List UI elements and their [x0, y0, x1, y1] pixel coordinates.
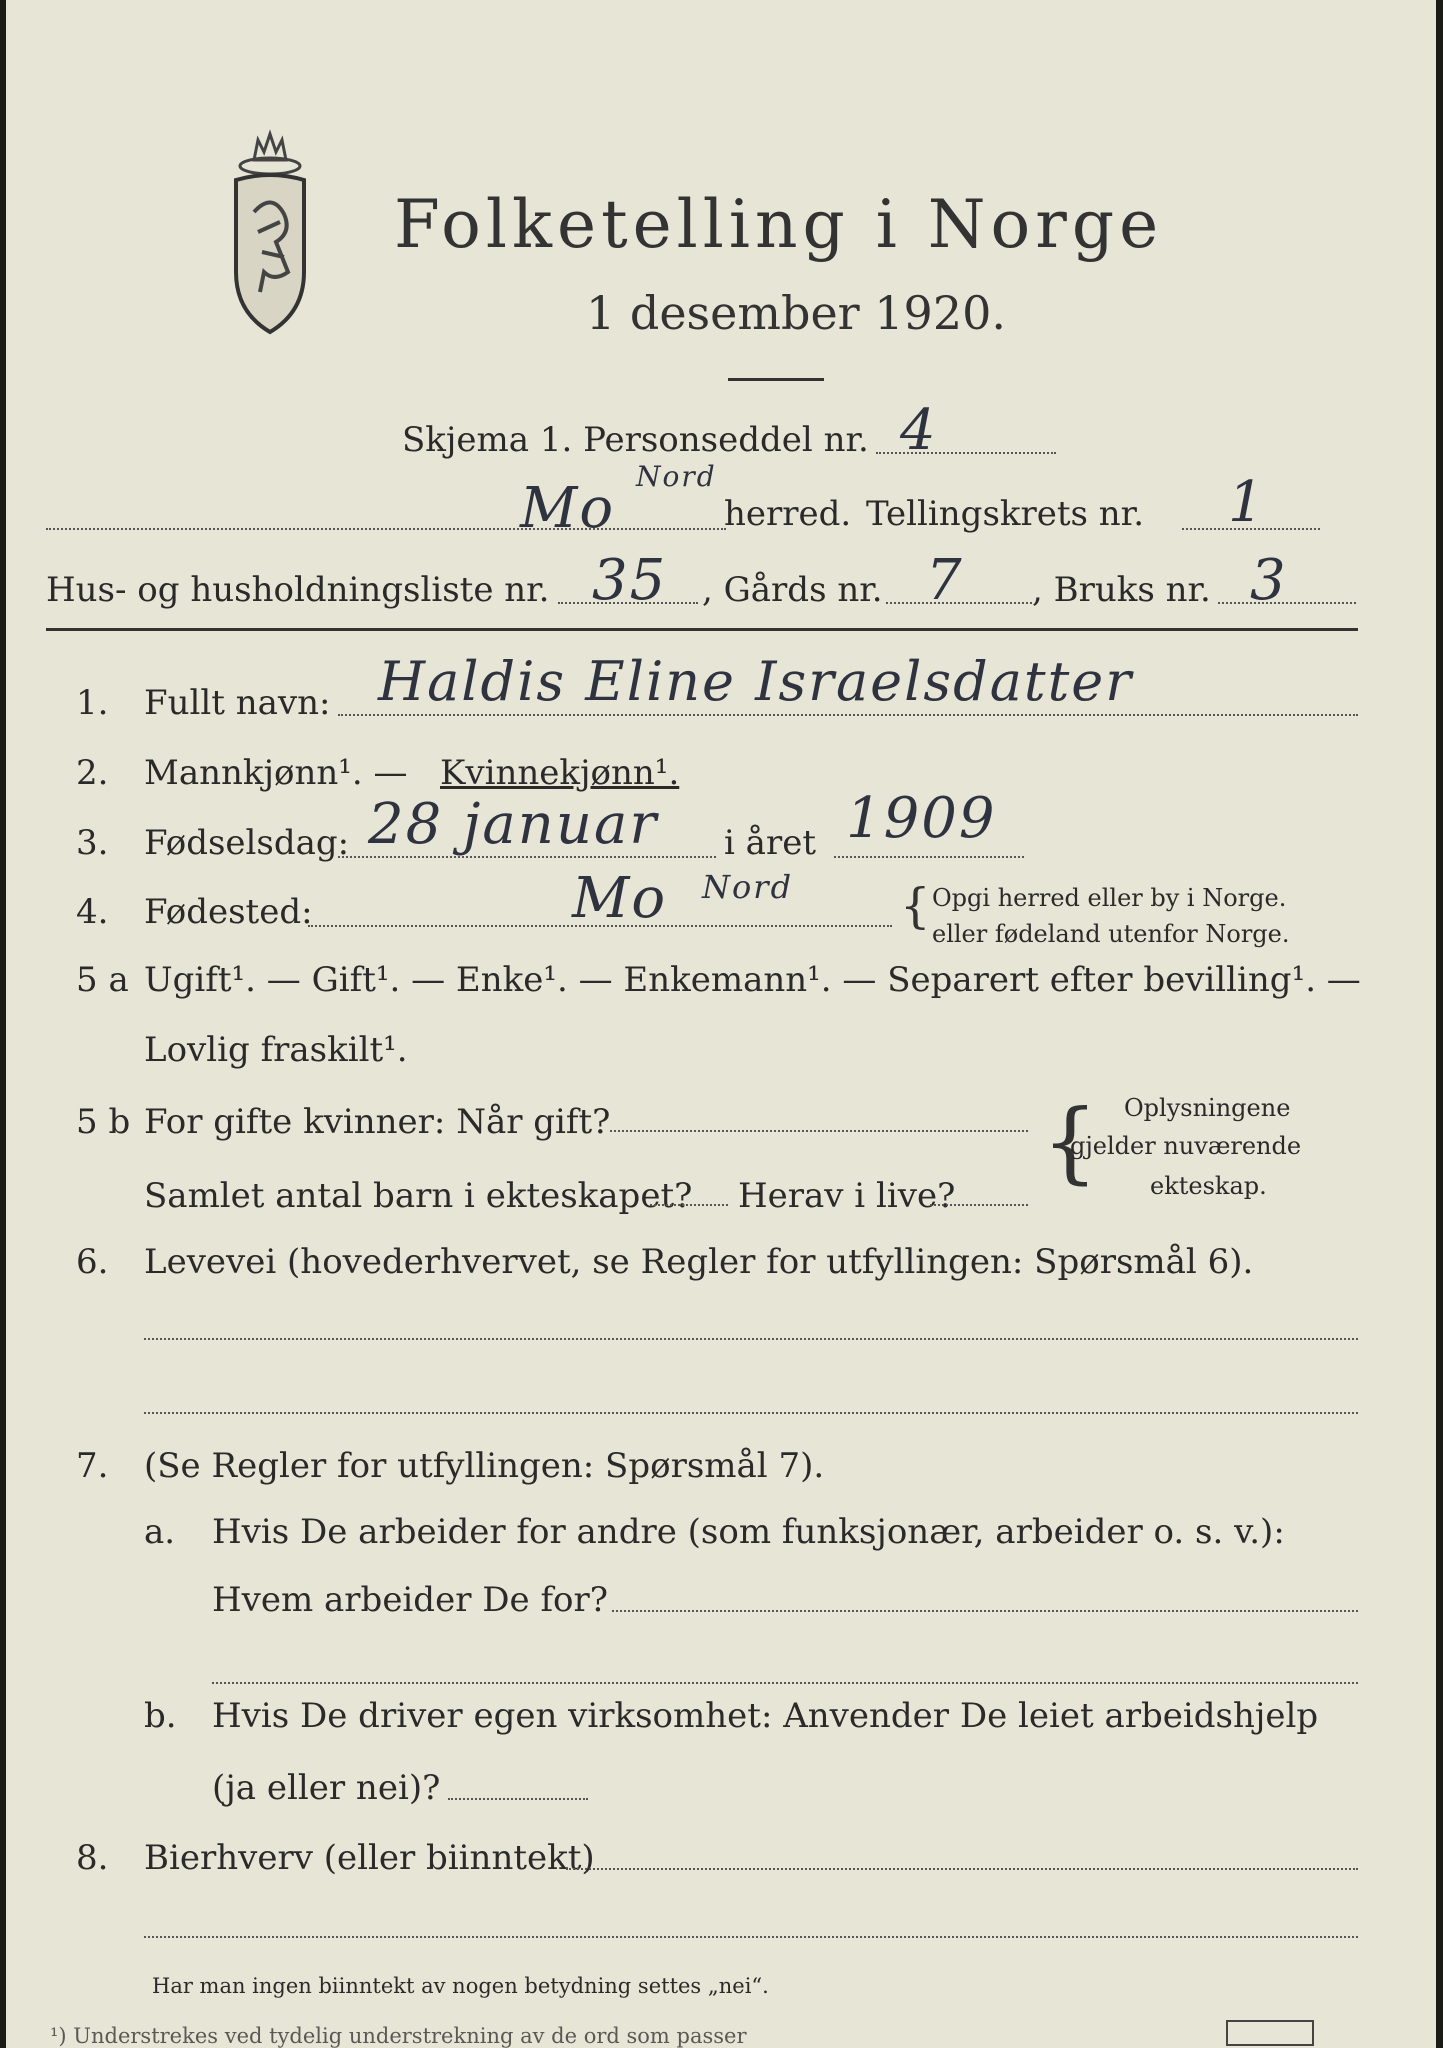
q7b-line2: (ja eller nei)? — [212, 1768, 441, 1808]
occupation-field-line2 — [144, 1412, 1358, 1414]
gards-value[interactable]: 7 — [926, 548, 964, 613]
birthday-value[interactable]: 28 januar — [368, 792, 659, 857]
occupation-field-line1 — [144, 1338, 1358, 1340]
q7a-line2: Hvem arbeider De for? — [212, 1580, 608, 1620]
children-alive-field-line — [930, 1204, 1028, 1206]
tellingskrets-label: Tellingskrets nr. — [866, 494, 1145, 534]
skjema-label: Skjema 1. Personseddel nr. — [402, 420, 869, 460]
q5b-note-line3: ekteskap. — [1150, 1172, 1267, 1200]
q4-number: 4. — [76, 892, 109, 932]
q3-label: Fødselsdag: — [144, 823, 350, 863]
q1-number: 1. — [76, 683, 109, 723]
q7-label: (Se Regler for utfyllingen: Spørsmål 7). — [144, 1446, 825, 1486]
year-field-line — [834, 856, 1024, 858]
footer-note: Har man ingen biinntekt av nogen betydning settes „nei“. — [152, 1974, 769, 1998]
children-count-label: Samlet antal barn i ekteskapet? — [144, 1176, 693, 1216]
q7b-line1: Hvis De driver egen virksomhet: Anvender De leiet arbeidshjelp — [212, 1696, 1319, 1736]
herred-field-line — [46, 528, 726, 530]
q8-label: Bierhverv (eller biinntekt) — [144, 1838, 595, 1878]
birthplace-value-addition[interactable]: Nord — [702, 868, 794, 906]
q5b-note-line2: gjelder nuværende — [1070, 1132, 1302, 1160]
husholdningsliste-value[interactable]: 35 — [592, 548, 668, 613]
q5b-note-line1: Oplysningene — [1124, 1094, 1291, 1122]
birth-year-value[interactable]: 1909 — [846, 786, 997, 851]
q3-number: 3. — [76, 823, 109, 863]
bruks-value[interactable]: 3 — [1250, 548, 1288, 613]
children-count-field-line — [650, 1204, 728, 1206]
birthplace-value[interactable]: Mo — [572, 866, 668, 931]
bruks-label: , Bruks nr. — [1032, 570, 1211, 610]
marital-status-options[interactable]: Ugift¹. — Gift¹. — Enke¹. — Enkemann¹. — Separert efter bevilling¹. — — [144, 960, 1361, 1000]
q6-number: 6. — [76, 1242, 109, 1282]
q5a-number: 5 a — [76, 960, 129, 1000]
q4-note-line1: Opgi herred eller by i Norge. — [932, 884, 1287, 912]
q4-note-line2: eller fødeland utenfor Norge. — [932, 920, 1290, 948]
census-date: 1 desember 1920. — [586, 286, 1006, 340]
herred-value-addition[interactable]: Nord — [636, 460, 717, 493]
mannkjonn-option[interactable]: Mannkjønn¹. — — [144, 753, 408, 793]
employer-field-line1 — [612, 1610, 1358, 1612]
married-when-field-line — [610, 1130, 1028, 1132]
side-income-field-line2 — [144, 1936, 1358, 1938]
header-divider — [46, 628, 1358, 631]
q4-brace: { — [900, 878, 931, 934]
children-alive-label: Herav i live? — [738, 1176, 956, 1216]
herred-label: herred. — [724, 494, 852, 534]
q7-number: 7. — [76, 1446, 109, 1486]
skjema-value[interactable]: 4 — [900, 398, 938, 463]
printer-stamp — [1226, 2020, 1314, 2046]
q2-number: 2. — [76, 753, 109, 793]
footer-cut-text: ¹) Understrekes ved tydelig understrekning av de ord som passer — [50, 2024, 747, 2048]
q7a-line1: Hvis De arbeider for andre (som funksjonær, arbeider o. s. v.): — [212, 1512, 1285, 1552]
husholdningsliste-label: Hus- og husholdningsliste nr. — [46, 570, 550, 610]
q7b-letter: b. — [144, 1696, 177, 1736]
title-divider — [728, 378, 824, 381]
lovlig-fraskilt-option[interactable]: Lovlig fraskilt¹. — [144, 1030, 408, 1070]
kvinnekjonn-option[interactable]: Kvinnekjønn¹. — [440, 753, 680, 793]
q1-field-line — [338, 714, 1358, 716]
form-title: Folketelling i Norge — [394, 186, 1164, 263]
q6-label: Levevei (hovederhvervet, se Regler for utfyllingen: Spørsmål 6). — [144, 1242, 1254, 1282]
q8-number: 8. — [76, 1838, 109, 1878]
q5b-brace: { — [1042, 1090, 1098, 1193]
married-when-label: For gifte kvinner: Når gift? — [144, 1102, 611, 1142]
q7a-letter: a. — [144, 1512, 176, 1552]
q4-label: Fødested: — [144, 892, 313, 932]
herred-value[interactable]: Mo — [520, 476, 616, 541]
year-label: i året — [724, 823, 816, 863]
census-form-page — [6, 0, 1436, 2048]
q5b-number: 5 b — [76, 1102, 131, 1142]
employer-field-line2 — [212, 1682, 1358, 1684]
full-name-value[interactable]: Haldis Eline Israelsdatter — [378, 650, 1134, 713]
coat-of-arms-icon — [214, 122, 326, 337]
side-income-field-line1 — [566, 1868, 1358, 1870]
q1-label: Fullt navn: — [144, 683, 331, 723]
gards-label: , Gårds nr. — [702, 570, 883, 610]
tellingskrets-value[interactable]: 1 — [1228, 470, 1266, 535]
hired-help-field-line — [448, 1798, 588, 1800]
